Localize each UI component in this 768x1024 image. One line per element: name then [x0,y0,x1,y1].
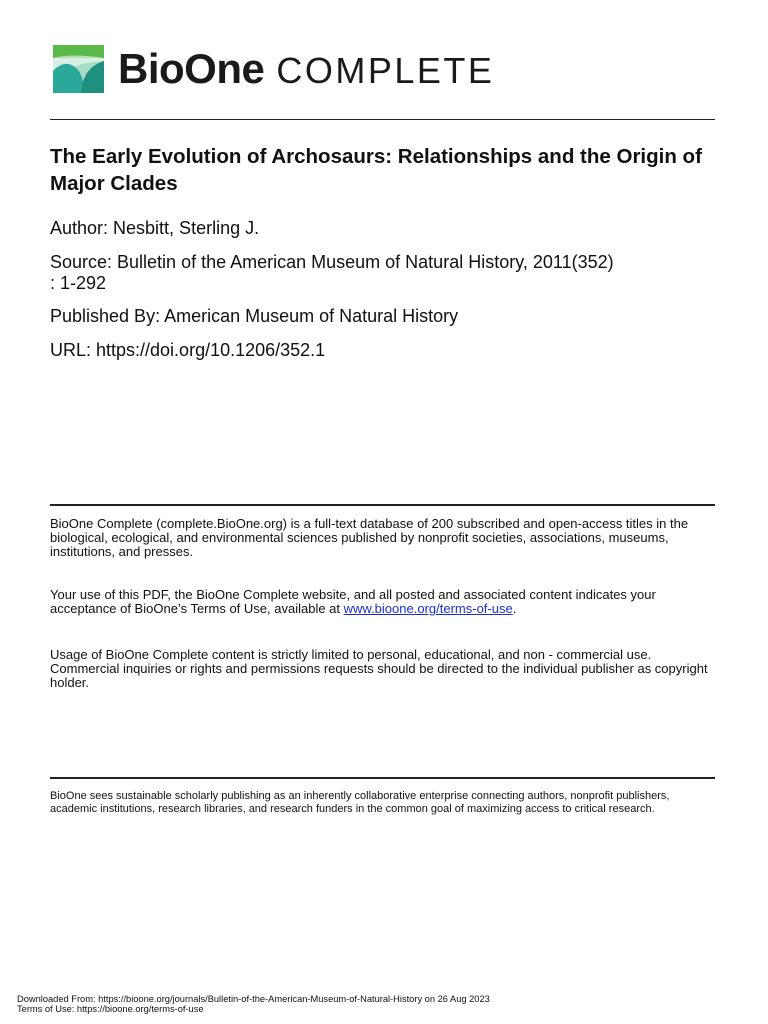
mission-statement: BioOne sees sustainable scholarly publishing as an inherently collaborative enterprise connecting authors, nonprofit publishers, academic institutions, research libraries, and research funders in the common goal of maximizing access to critical research. [50,790,670,815]
logo-subtitle: COMPLETE [276,50,495,91]
bioone-logo [53,44,494,94]
logo-wordmark: BioOne [118,45,265,92]
article-title: The Early Evolution of Archosaurs: Relationships and the Origin of Major Clades [50,145,702,195]
article-source-line2: : 1-292 [50,273,107,293]
terms-of-use-link[interactable]: www.bioone.org/terms-of-use [343,601,513,616]
article-source-line1: Source: Bulletin of the American Museum of Natural History, 2011(352) [50,252,614,272]
footer-terms-of-use: Terms of Use: https://bioone.org/terms-of-use [17,1004,204,1014]
terms-text: Your use of this PDF, the BioOne Complete website, and all posted and associated content indicates your acceptance of BioOne’s Terms of Use, available at [50,587,656,616]
terms-text-end: . [512,601,517,616]
mission-divider [50,777,715,779]
article-source [50,252,715,294]
notice-paragraph-usage: Usage of BioOne Complete content is strictly limited to personal, educational, and non - commercial use. Commercial inquiries or rights and permissions requests should be directed to the individual publisher as copyright holder. [50,647,708,690]
article-url[interactable]: URL: https://doi.org/10.1206/352.1 [50,340,326,360]
bioone-logo-icon [53,45,104,93]
notice-paragraph-terms [50,588,715,616]
notice-divider [50,504,715,506]
article-author: Author: Nesbitt, Sterling J. [50,218,260,238]
article-publisher: Published By: American Museum of Natural History [50,306,459,326]
notice-paragraph-database: BioOne Complete (complete.BioOne.org) is a full-text database of 200 subscribed and open-access titles in the biological, ecological, and environmental sciences published by nonprofit societies, associations, museums, institutions, and presses. [50,516,689,559]
footer-downloaded-from: Downloaded From: https://bioone.org/journals/Bulletin-of-the-American-Museum-of-Natural-History on 26 Aug 2023 [17,994,490,1004]
header-divider [50,119,715,120]
